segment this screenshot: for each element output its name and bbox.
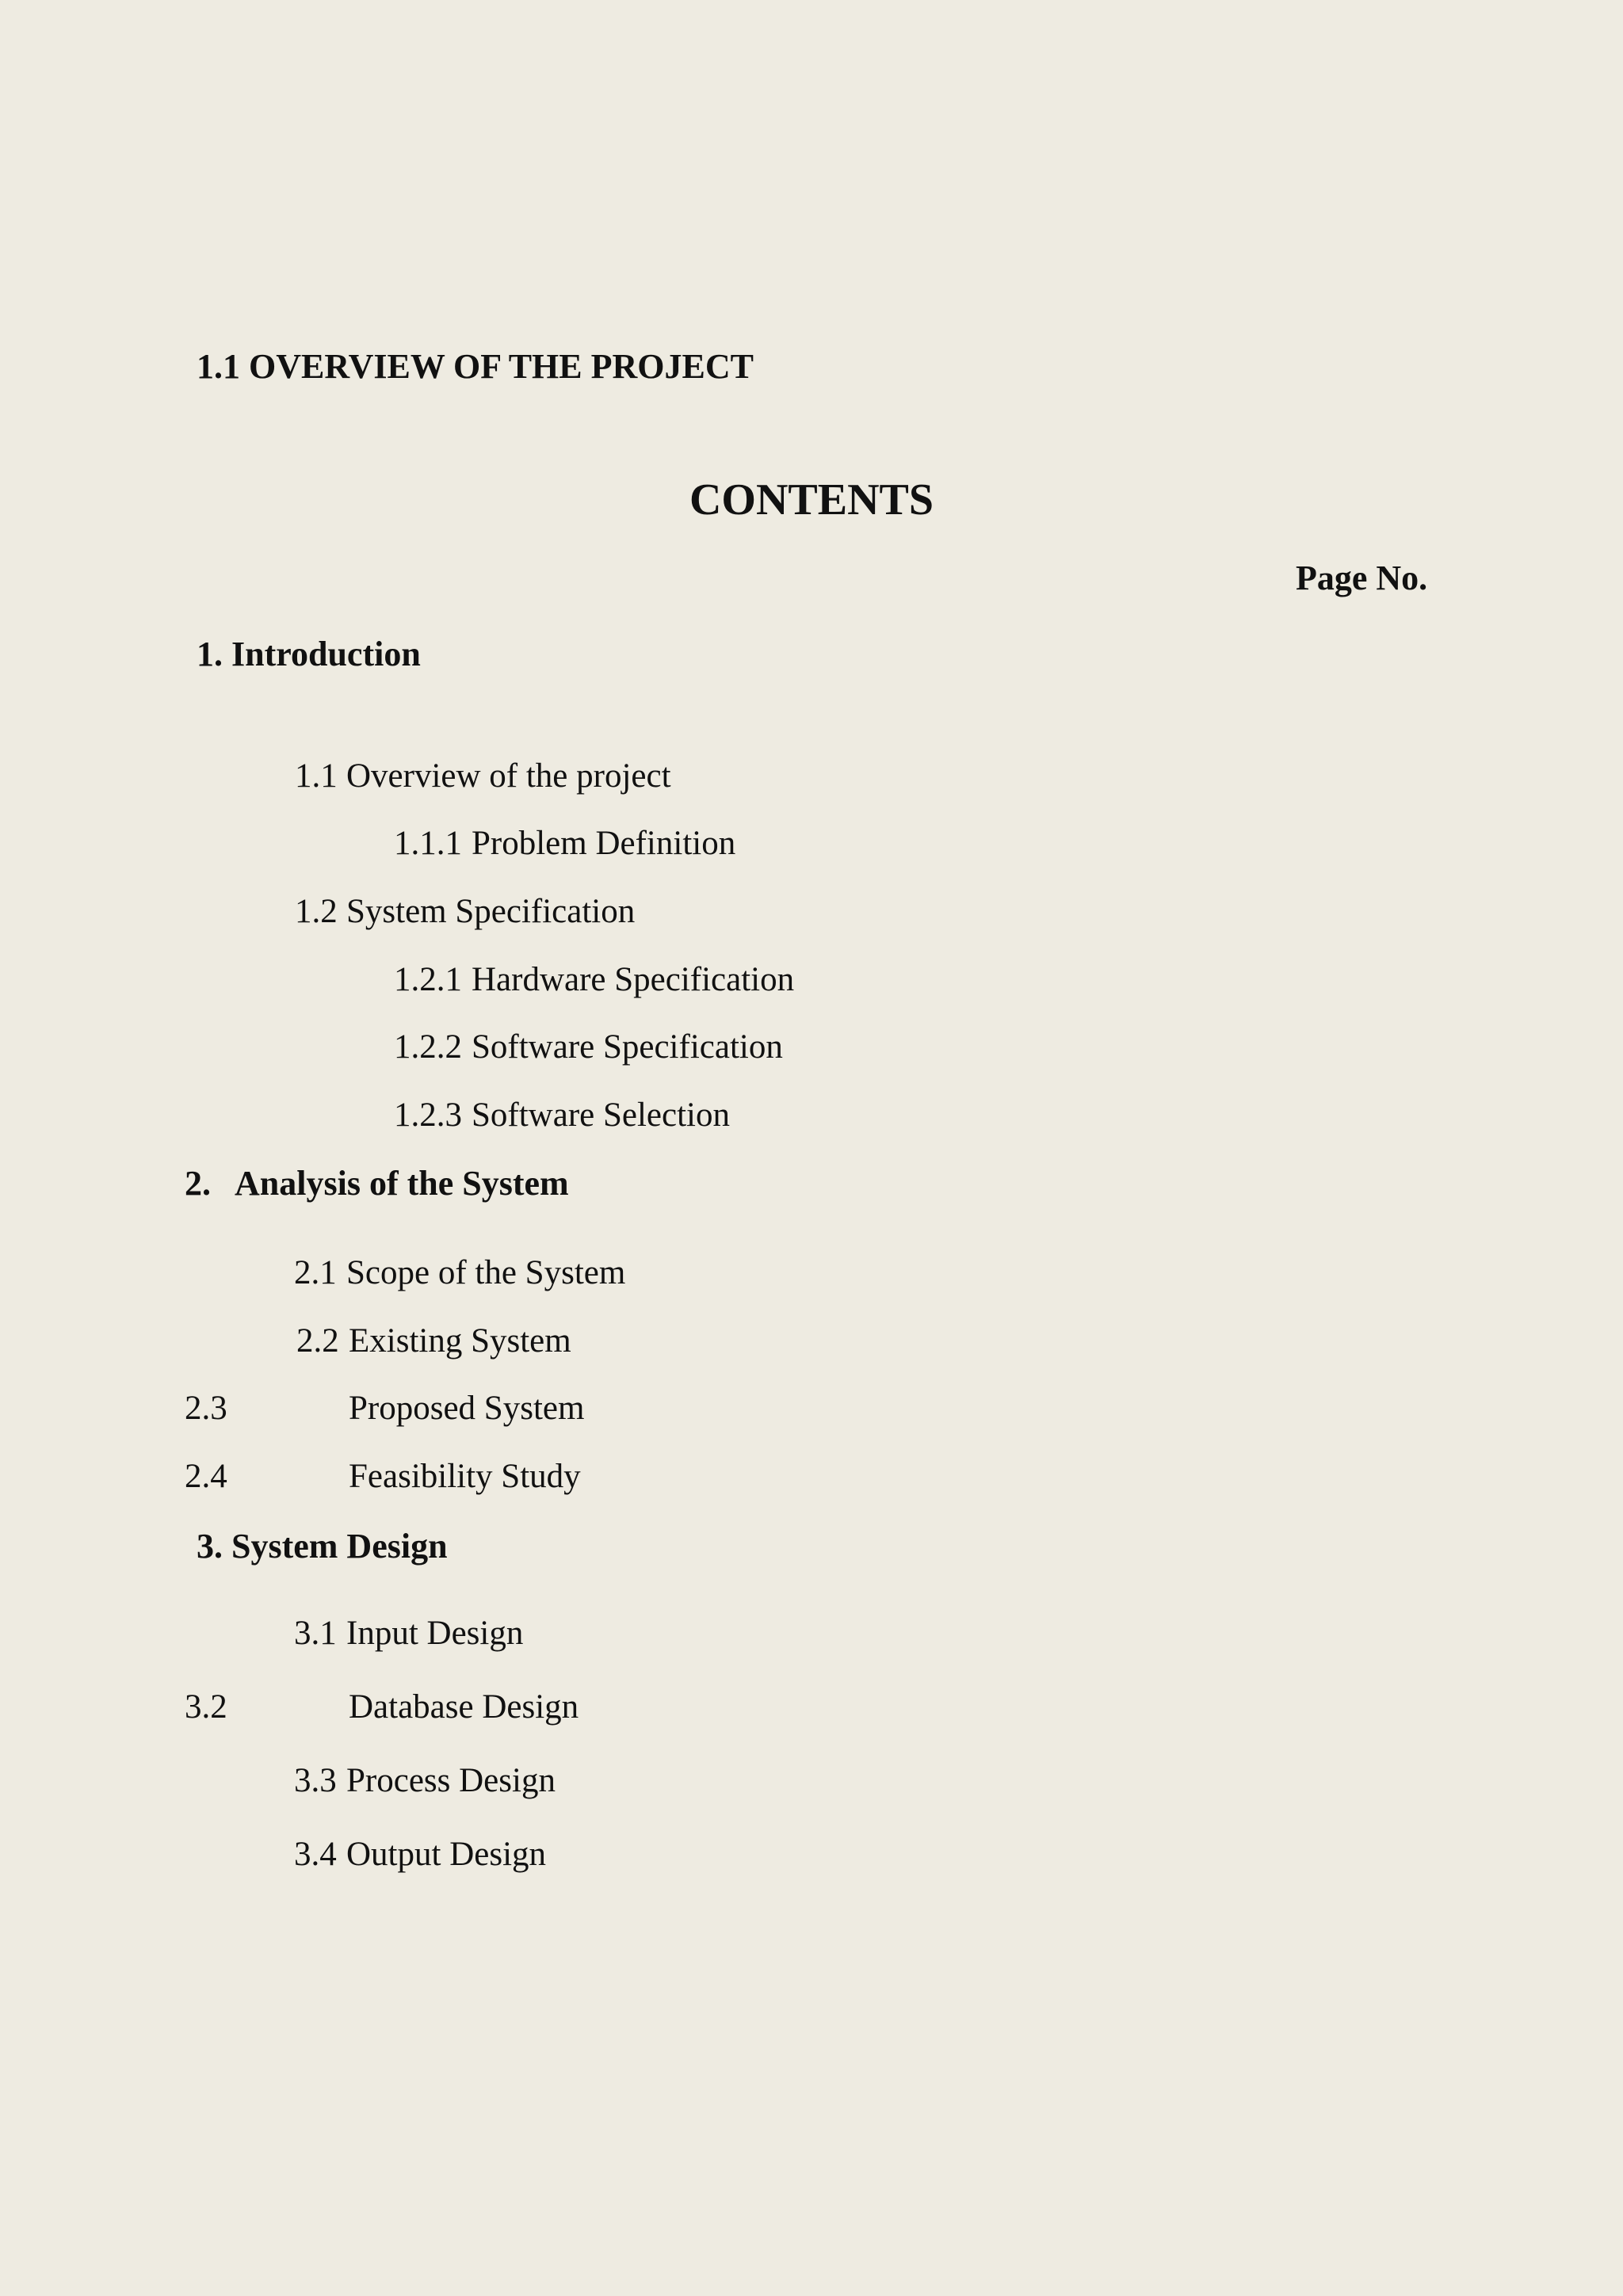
page-no-label: Page No. [1296, 559, 1428, 597]
chapter-number: 2. [185, 1164, 211, 1203]
entry-title: Software Selection [472, 1097, 730, 1134]
entry-title: Hardware Specification [472, 961, 795, 998]
entry-title: Output Design [346, 1836, 547, 1873]
entry-number: 2.2 [296, 1322, 339, 1360]
entry-number: 1.2.1 [394, 961, 462, 998]
entry-number: 3.3 [294, 1762, 337, 1799]
chapter-introduction: 1. Introduction [197, 635, 421, 673]
entry-title: Proposed System [349, 1390, 585, 1427]
chapter-title: Analysis of the System [235, 1164, 569, 1203]
entry-number: 2.4 [185, 1458, 227, 1495]
entry-number: 3.1 [294, 1615, 337, 1652]
entry-title: Input Design [346, 1615, 524, 1652]
entry-title: Existing System [349, 1322, 571, 1360]
entry-title: Problem Definition [472, 825, 736, 862]
entry-number: 1.2 [295, 893, 338, 930]
entry-number: 1.1.1 [394, 825, 462, 862]
entry-title: System Specification [346, 893, 636, 930]
chapter-system-design: 3. System Design [197, 1527, 448, 1566]
contents-title: CONTENTS [689, 475, 934, 524]
entry-number: 3.2 [185, 1688, 227, 1726]
entry-number: 1.1 [295, 757, 338, 795]
entry-title: Database Design [349, 1688, 579, 1726]
entry-number: 3.4 [294, 1836, 337, 1873]
entry-title: Software Specification [472, 1028, 783, 1066]
entry-number: 2.1 [294, 1254, 337, 1291]
overview-heading: 1.1 OVERVIEW OF THE PROJECT [197, 347, 754, 386]
entry-title: Overview of the project [346, 757, 671, 795]
entry-number: 1.2.3 [394, 1097, 462, 1134]
entry-title: Feasibility Study [349, 1458, 581, 1495]
entry-title: Scope of the System [346, 1254, 626, 1291]
entry-number: 1.2.2 [394, 1028, 462, 1066]
entry-number: 2.3 [185, 1390, 227, 1427]
entry-title: Process Design [346, 1762, 556, 1799]
